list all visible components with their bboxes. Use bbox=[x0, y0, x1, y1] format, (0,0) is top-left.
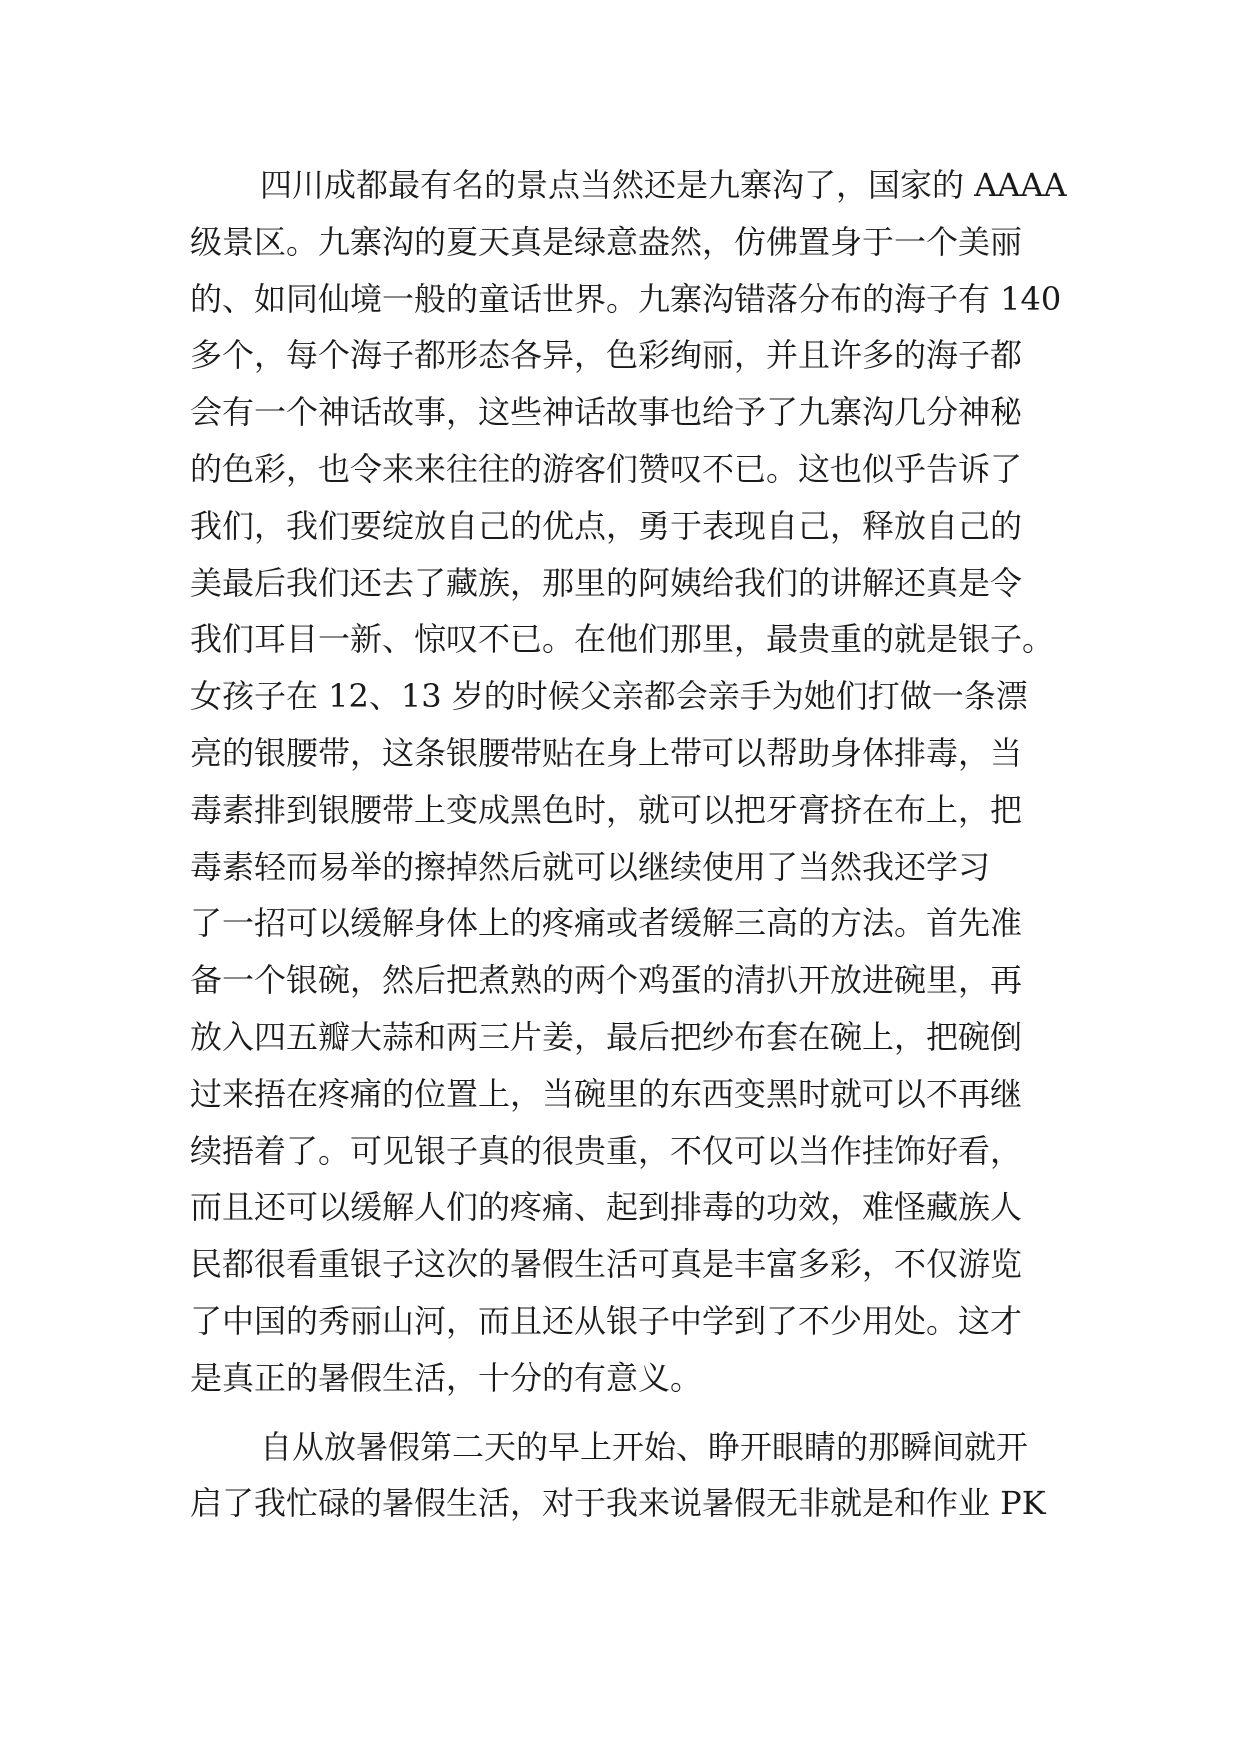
text-line: 的色彩，也令来来往往的游客们赞叹不已。这也似乎告诉了 bbox=[190, 449, 1023, 488]
text-line: 自从放暑假第二天的早上开始、睁开眼睛的那瞬间就开 bbox=[260, 1427, 1029, 1466]
text-line: 备一个银碗，然后把煮熟的两个鸡蛋的清扒开放进碗里，再 bbox=[190, 961, 1023, 1000]
text-line: 会有一个神话故事，这些神话故事也给予了九寨沟几分神秘 bbox=[190, 393, 1023, 432]
text-line: 启了我忙碌的暑假生活，对于我来说暑假无非就是和作业 PK bbox=[190, 1484, 1046, 1523]
text-line: 是真正的暑假生活，十分的有意义。 bbox=[190, 1358, 703, 1397]
text-line: 了一招可以缓解身体上的疼痛或者缓解三高的方法。首先准 bbox=[190, 904, 1023, 943]
text-line: 了中国的秀丽山河，而且还从银子中学到了不少用处。这才 bbox=[190, 1301, 1023, 1340]
text-line: 女孩子在 12、13 岁的时候父亲都会亲手为她们打做一条漂 bbox=[190, 677, 1028, 716]
text-line: 的、如同仙境一般的童话世界。九寨沟错落分布的海子有 140 bbox=[190, 279, 1062, 318]
text-line: 亮的银腰带，这条银腰带贴在身上带可以帮助身体排毒，当 bbox=[190, 733, 1023, 772]
paragraph-1 bbox=[190, 157, 1070, 1407]
text-line: 美最后我们还去了藏族，那里的阿姨给我们的讲解还真是令 bbox=[190, 563, 1023, 602]
text-line: 过来捂在疼痛的位置上，当碗里的东西变黑时就可以不再继 bbox=[190, 1074, 1023, 1113]
text-line: 民都很看重银子这次的暑假生活可真是丰富多彩，不仅游览 bbox=[190, 1245, 1023, 1284]
text-line: 四川成都最有名的景点当然还是九寨沟了，国家的 AAAA bbox=[260, 166, 1067, 204]
text-line: 毒素轻而易举的擦掉然后就可以继续使用了当然我还学习 bbox=[190, 847, 991, 886]
text-line: 而且还可以缓解人们的疼痛、起到排毒的功效，难怪藏族人 bbox=[190, 1188, 1023, 1227]
document-body bbox=[190, 157, 1070, 1532]
paragraph-spacer bbox=[190, 1407, 1070, 1419]
text-line: 级景区。九寨沟的夏天真是绿意盎然，仿佛置身于一个美丽 bbox=[190, 222, 1023, 261]
text-line: 毒素排到银腰带上变成黑色时，就可以把牙膏挤在布上，把 bbox=[190, 790, 1023, 829]
text-line: 我们，我们要绽放自己的优点，勇于表现自己，释放自己的 bbox=[190, 506, 1023, 545]
paragraph-2 bbox=[190, 1419, 1070, 1533]
text-line: 我们耳目一新、惊叹不已。在他们那里，最贵重的就是银子。 bbox=[190, 620, 1055, 659]
text-line: 放入四五瓣大蒜和两三片姜，最后把纱布套在碗上，把碗倒 bbox=[190, 1017, 1023, 1056]
text-line: 续捂着了。可见银子真的很贵重，不仅可以当作挂饰好看， bbox=[190, 1131, 1023, 1170]
text-line: 多个，每个海子都形态各异，色彩绚丽，并且许多的海子都 bbox=[190, 336, 1023, 375]
